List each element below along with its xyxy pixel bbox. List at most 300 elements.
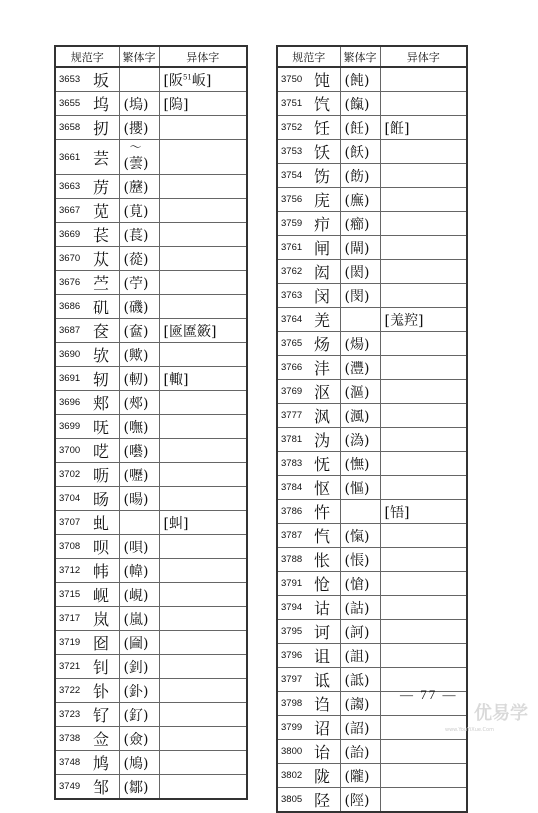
traditional-char: (詁) (340, 596, 380, 620)
table-row (277, 332, 467, 356)
table-row (55, 343, 247, 367)
left-table-header (55, 46, 247, 67)
standard-char: 矶 (89, 295, 119, 319)
variant-chars (380, 332, 467, 356)
entry-number: 3762 (277, 260, 310, 284)
table-row (55, 463, 247, 487)
header-standard: 规范字 (55, 46, 119, 67)
watermark-url: www.YouYiXue.Com (445, 727, 494, 733)
entry-number: 3763 (277, 284, 310, 308)
table-row (55, 727, 247, 751)
standard-char: 饨 (310, 67, 340, 92)
variant-chars (159, 175, 247, 199)
standard-char: 忾 (310, 524, 340, 548)
standard-char: 坂 (89, 67, 119, 92)
traditional-char: (癤) (340, 212, 380, 236)
standard-char: 钋 (89, 679, 119, 703)
variant-chars (380, 476, 467, 500)
variant-chars (380, 356, 467, 380)
table-row (55, 319, 247, 343)
standard-char: 虬 (89, 511, 119, 535)
table-row (277, 164, 467, 188)
traditional-char: (唄) (119, 535, 159, 559)
table-row (277, 404, 467, 428)
left-character-table (54, 45, 248, 800)
variant-chars (380, 644, 467, 668)
entry-number: 3670 (55, 247, 89, 271)
standard-char: 沣 (310, 356, 340, 380)
variant-chars (380, 67, 467, 92)
variant-chars: [啎] (380, 500, 467, 524)
header-standard: 规范字 (277, 46, 340, 67)
table-row (277, 572, 467, 596)
standard-char: 沩 (310, 428, 340, 452)
table-row (55, 295, 247, 319)
traditional-char: (閎) (340, 260, 380, 284)
variant-chars (159, 751, 247, 775)
table-row (55, 175, 247, 199)
standard-char: 炀 (310, 332, 340, 356)
variant-chars (380, 380, 467, 404)
traditional-char: (郟) (119, 391, 159, 415)
variant-chars (380, 788, 467, 813)
table-row (277, 500, 467, 524)
table-row (55, 367, 247, 391)
variant-chars (159, 463, 247, 487)
table-row (277, 356, 467, 380)
traditional-char: (奩) (119, 319, 159, 343)
variant-chars (159, 199, 247, 223)
entry-number: 3805 (277, 788, 310, 813)
table-row (277, 596, 467, 620)
traditional-char: (圇) (119, 631, 159, 655)
header-traditional: 繁体字 (340, 46, 380, 67)
variant-chars (380, 740, 467, 764)
traditional-char: (溈) (340, 428, 380, 452)
traditional-char: (釙) (119, 679, 159, 703)
standard-char: 庑 (310, 188, 340, 212)
traditional-char: (隴) (340, 764, 380, 788)
variant-chars (159, 247, 247, 271)
variant-chars: [隖] (159, 92, 247, 116)
variant-chars (159, 655, 247, 679)
variant-chars (380, 764, 467, 788)
traditional-char: (詆) (340, 668, 380, 692)
traditional-char: (飩) (340, 67, 380, 92)
traditional-char: (軔) (119, 367, 159, 391)
table-row (277, 548, 467, 572)
variant-chars (380, 260, 467, 284)
variant-chars: [阪$^{51}$岅] (159, 67, 247, 92)
traditional-char: (煬) (340, 332, 380, 356)
entry-number: 3658 (55, 116, 89, 140)
entry-number: 3722 (55, 679, 89, 703)
variant-chars (380, 452, 467, 476)
traditional-char: (嘸) (119, 415, 159, 439)
variant-chars (380, 284, 467, 308)
entry-number: 3712 (55, 559, 89, 583)
variant-chars (380, 572, 467, 596)
standard-char: 诏 (310, 716, 340, 740)
table-row (55, 92, 247, 116)
entry-number: 3786 (277, 500, 310, 524)
entry-number: 3800 (277, 740, 310, 764)
variant-chars (159, 487, 247, 511)
entry-number: 3784 (277, 476, 310, 500)
table-row (55, 247, 247, 271)
entry-number: 3717 (55, 607, 89, 631)
entry-number: 3797 (277, 668, 310, 692)
standard-char: 钌 (89, 703, 119, 727)
table-row (277, 380, 467, 404)
entry-number: 3765 (277, 332, 310, 356)
variant-chars: [虯] (159, 511, 247, 535)
standard-char: 羌 (310, 308, 340, 332)
table-row (55, 511, 247, 535)
traditional-char: (詒) (340, 740, 380, 764)
table-row (277, 308, 467, 332)
standard-char: 邹 (89, 775, 119, 800)
table-row (55, 140, 247, 175)
header-traditional: 繁体字 (119, 46, 159, 67)
table-row (277, 116, 467, 140)
table-row (55, 116, 247, 140)
standard-char: 佥 (89, 727, 119, 751)
standard-char: 苎 (89, 271, 119, 295)
table-row (55, 703, 247, 727)
standard-char: 呖 (89, 463, 119, 487)
variant-chars (159, 140, 247, 175)
table-row (55, 751, 247, 775)
traditional-char: (峴) (119, 583, 159, 607)
entry-number: 3699 (55, 415, 89, 439)
entry-number: 3715 (55, 583, 89, 607)
variant-chars: [餁] (380, 116, 467, 140)
standard-char: 陉 (310, 788, 340, 813)
variant-chars (159, 116, 247, 140)
variant-chars (380, 92, 467, 116)
variant-chars (380, 404, 467, 428)
variant-chars (159, 223, 247, 247)
variant-chars (159, 703, 247, 727)
standard-char: 闵 (310, 284, 340, 308)
entry-number: 3748 (55, 751, 89, 775)
entry-number: 3756 (277, 188, 310, 212)
standard-char: 诒 (310, 740, 340, 764)
traditional-char: (閔) (340, 284, 380, 308)
variant-chars (380, 236, 467, 260)
entry-number: 3777 (277, 404, 310, 428)
entry-number: 3791 (277, 572, 310, 596)
variant-chars (159, 295, 247, 319)
entry-number: 3721 (55, 655, 89, 679)
traditional-char: (苧) (119, 271, 159, 295)
traditional-char: (廡) (340, 188, 380, 212)
entry-number: 3696 (55, 391, 89, 415)
standard-char: 苌 (89, 223, 119, 247)
entry-number: 3663 (55, 175, 89, 199)
entry-number: 3653 (55, 67, 89, 92)
table-row (55, 439, 247, 463)
table-row (277, 188, 467, 212)
traditional-char: (磯) (119, 295, 159, 319)
traditional-char: (蓯) (119, 247, 159, 271)
variant-chars (159, 439, 247, 463)
variant-chars (380, 212, 467, 236)
traditional-char: (歟) (119, 343, 159, 367)
traditional-char (340, 308, 380, 332)
table-row (277, 428, 467, 452)
entry-number: 3738 (55, 727, 89, 751)
standard-char: 诃 (310, 620, 340, 644)
table-row (55, 679, 247, 703)
variant-chars (159, 727, 247, 751)
traditional-char: (僉) (119, 727, 159, 751)
standard-char: 闳 (310, 260, 340, 284)
entry-number: 3752 (277, 116, 310, 140)
standard-char: 轫 (89, 367, 119, 391)
entry-number: 3723 (55, 703, 89, 727)
traditional-char: (暘) (119, 487, 159, 511)
traditional-char: (嵐) (119, 607, 159, 631)
entry-number: 3753 (277, 140, 310, 164)
standard-char: 囵 (89, 631, 119, 655)
traditional-char: (幃) (119, 559, 159, 583)
standard-char: 坞 (89, 92, 119, 116)
standard-char: 怃 (310, 452, 340, 476)
standard-char: 苈 (89, 175, 119, 199)
traditional-char: (漚) (340, 380, 380, 404)
standard-char: 诌 (310, 692, 340, 716)
traditional-char: (謅) (340, 692, 380, 716)
traditional-char: (藶) (119, 175, 159, 199)
standard-char: 疖 (310, 212, 340, 236)
entry-number: 3754 (277, 164, 310, 188)
variant-chars (159, 391, 247, 415)
entry-number: 3749 (55, 775, 89, 800)
variant-chars (380, 188, 467, 212)
table-row (277, 764, 467, 788)
table-row (277, 644, 467, 668)
entry-number: 3676 (55, 271, 89, 295)
traditional-char: (莧) (119, 199, 159, 223)
traditional-char: (渢) (340, 404, 380, 428)
entry-number: 3764 (277, 308, 310, 332)
table-row (55, 223, 247, 247)
traditional-char: (悵) (340, 548, 380, 572)
table-row (55, 415, 247, 439)
variant-chars (159, 775, 247, 800)
variant-chars (380, 596, 467, 620)
traditional-char (119, 67, 159, 92)
table-row (55, 67, 247, 92)
traditional-char: (飭) (340, 164, 380, 188)
variant-chars (159, 271, 247, 295)
table-row (55, 775, 247, 800)
entry-number: 3781 (277, 428, 310, 452)
table-row (277, 524, 467, 548)
traditional-char: ～ (蕓) (119, 140, 159, 175)
standard-char: 诅 (310, 644, 340, 668)
entry-number: 3687 (55, 319, 89, 343)
traditional-char: (囈) (119, 439, 159, 463)
entry-number: 3794 (277, 596, 310, 620)
traditional-char: (憮) (340, 452, 380, 476)
table-row (55, 583, 247, 607)
standard-char: 帏 (89, 559, 119, 583)
entry-number: 3783 (277, 452, 310, 476)
variant-chars (159, 559, 247, 583)
standard-char: 呓 (89, 439, 119, 463)
entry-number: 3750 (277, 67, 310, 92)
table-row (277, 260, 467, 284)
table-row (55, 487, 247, 511)
standard-char: 怄 (310, 476, 340, 500)
table-row (277, 236, 467, 260)
standard-char: 怅 (310, 548, 340, 572)
traditional-char: (詔) (340, 716, 380, 740)
entry-number: 3702 (55, 463, 89, 487)
traditional-char (119, 511, 159, 535)
variant-chars (380, 140, 467, 164)
traditional-char: (嚦) (119, 463, 159, 487)
traditional-char: (愾) (340, 524, 380, 548)
variant-chars (380, 164, 467, 188)
traditional-char: (鳩) (119, 751, 159, 775)
variant-chars: [羗羫] (380, 308, 467, 332)
table-row (277, 476, 467, 500)
entry-number: 3707 (55, 511, 89, 535)
standard-char: 扨 (89, 116, 119, 140)
table-row (277, 92, 467, 116)
table-row (277, 716, 467, 740)
variant-chars (159, 343, 247, 367)
entry-number: 3667 (55, 199, 89, 223)
standard-char: 饫 (310, 140, 340, 164)
entry-number: 3655 (55, 92, 89, 116)
watermark-logo: 优易学 (474, 703, 528, 724)
table-row (277, 212, 467, 236)
table-row (277, 740, 467, 764)
entry-number: 3669 (55, 223, 89, 247)
page-number: — 77 — (400, 687, 458, 702)
entry-number: 3798 (277, 692, 310, 716)
table-row (55, 607, 247, 631)
header-variant: 异体字 (159, 46, 247, 67)
variant-chars: [輙] (159, 367, 247, 391)
entry-number: 3686 (55, 295, 89, 319)
entry-number: 3751 (277, 92, 310, 116)
table-row (277, 452, 467, 476)
variant-chars (159, 535, 247, 559)
standard-char: 沤 (310, 380, 340, 404)
table-row (55, 535, 247, 559)
entry-number: 3661 (55, 140, 89, 175)
variant-chars (159, 631, 247, 655)
standard-char: 郏 (89, 391, 119, 415)
table-row (55, 199, 247, 223)
standard-char: 岚 (89, 607, 119, 631)
standard-char: 苁 (89, 247, 119, 271)
variant-chars: [匳匲籢] (159, 319, 247, 343)
standard-char: 饩 (310, 92, 340, 116)
table-row (277, 140, 467, 164)
standard-char: 闸 (310, 236, 340, 260)
traditional-char: (飪) (340, 116, 380, 140)
traditional-char: (釗) (119, 655, 159, 679)
traditional-char: (愴) (340, 572, 380, 596)
entry-number: 3700 (55, 439, 89, 463)
entry-number: 3759 (277, 212, 310, 236)
traditional-char (340, 500, 380, 524)
standard-char: 欤 (89, 343, 119, 367)
standard-char: 陇 (310, 764, 340, 788)
standard-char: 岘 (89, 583, 119, 607)
standard-char: 沨 (310, 404, 340, 428)
entry-number: 3761 (277, 236, 310, 260)
variant-chars (159, 415, 247, 439)
standard-char: 苋 (89, 199, 119, 223)
table-row (55, 271, 247, 295)
traditional-char: (陘) (340, 788, 380, 813)
standard-char: 呗 (89, 535, 119, 559)
entry-number: 3799 (277, 716, 310, 740)
traditional-char: (慪) (340, 476, 380, 500)
traditional-char: (塢) (119, 92, 159, 116)
table-row (55, 391, 247, 415)
standard-char: 忤 (310, 500, 340, 524)
standard-char: 旸 (89, 487, 119, 511)
standard-char: 饪 (310, 116, 340, 140)
entry-number: 3769 (277, 380, 310, 404)
variant-chars (380, 524, 467, 548)
table-row (277, 620, 467, 644)
variant-chars (159, 583, 247, 607)
standard-char: 奁 (89, 319, 119, 343)
entry-number: 3719 (55, 631, 89, 655)
variant-chars (159, 607, 247, 631)
traditional-char: (詛) (340, 644, 380, 668)
traditional-char: (訶) (340, 620, 380, 644)
traditional-char: (攖) (119, 116, 159, 140)
right-table-header (277, 46, 467, 67)
standard-char: 怆 (310, 572, 340, 596)
entry-number: 3690 (55, 343, 89, 367)
table-row (55, 559, 247, 583)
entry-number: 3704 (55, 487, 89, 511)
traditional-char: (萇) (119, 223, 159, 247)
table-row (277, 788, 467, 813)
entry-number: 3795 (277, 620, 310, 644)
header-variant: 异体字 (380, 46, 467, 67)
traditional-char: (鄒) (119, 775, 159, 800)
standard-char: 诂 (310, 596, 340, 620)
traditional-char: (餼) (340, 92, 380, 116)
standard-char: 芸 (89, 140, 119, 175)
table-row (55, 655, 247, 679)
variant-chars (380, 548, 467, 572)
entry-number: 3691 (55, 367, 89, 391)
standard-char: 饬 (310, 164, 340, 188)
table-row (277, 284, 467, 308)
variant-chars (380, 428, 467, 452)
traditional-char: (閘) (340, 236, 380, 260)
standard-char: 诋 (310, 668, 340, 692)
entry-number: 3766 (277, 356, 310, 380)
standard-char: 呒 (89, 415, 119, 439)
traditional-char: (灃) (340, 356, 380, 380)
entry-number: 3802 (277, 764, 310, 788)
